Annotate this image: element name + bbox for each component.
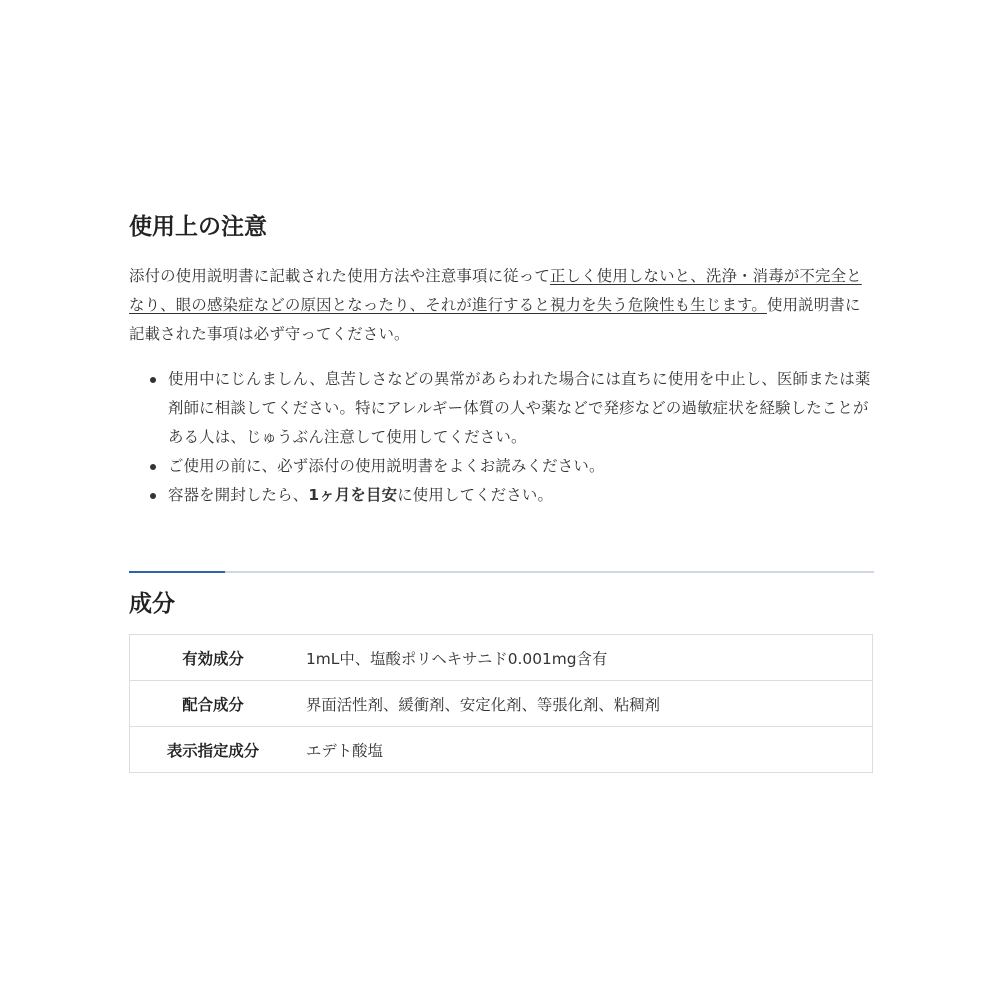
table-row bbox=[130, 635, 873, 681]
table-row bbox=[130, 727, 873, 773]
list-item-text: ご使用の前に、必ず添付の使用説明書をよくお読みください。 bbox=[168, 457, 605, 475]
divider-accent bbox=[129, 571, 225, 573]
intro-text-before: 添付の使用説明書に記載された使用方法や注意事項に従って bbox=[129, 267, 550, 285]
bullet-icon bbox=[150, 377, 156, 383]
intro-text-underlined: 正しく使用しないと、洗浄・消毒が不完全となり、眼の感染症などの原因となったり、それが進行すると視力を失う危険性も生じます。 bbox=[129, 267, 862, 314]
row-label: 有効成分 bbox=[130, 635, 297, 681]
list-item bbox=[129, 365, 874, 452]
ingredients-heading: 成分 bbox=[129, 591, 175, 617]
row-label: 配合成分 bbox=[130, 681, 297, 727]
ingredients-table bbox=[129, 634, 873, 773]
main-content bbox=[129, 210, 874, 773]
list-item bbox=[129, 452, 874, 481]
list-item-text-before: 容器を開封したら、 bbox=[168, 486, 309, 504]
caution-heading: 使用上の注意 bbox=[129, 214, 267, 240]
table-row bbox=[130, 681, 873, 727]
row-value: エデト酸塩 bbox=[296, 727, 873, 773]
bullet-icon bbox=[150, 464, 156, 470]
list-item-text-bold: 1ヶ月を目安 bbox=[308, 486, 398, 504]
list-item-text: 使用中にじんましん、息苦しさなどの異常があらわれた場合には直ちに使用を中止し、医師または薬剤師に相談してください。特にアレルギー体質の人や薬などで発疹などの過敏症状を経験したことがある人は、じゅうぶん注意して使用してください。 bbox=[168, 370, 871, 446]
section-divider bbox=[129, 571, 874, 573]
list-item bbox=[129, 481, 874, 510]
caution-list bbox=[129, 365, 874, 510]
row-value: 1mL中、塩酸ポリヘキサニド0.001mg含有 bbox=[296, 635, 873, 681]
caution-intro bbox=[129, 262, 874, 349]
bullet-icon bbox=[150, 493, 156, 499]
row-value: 界面活性剤、緩衝剤、安定化剤、等張化剤、粘稠剤 bbox=[296, 681, 873, 727]
intro-text-after: 使用説明書に記載された事項は必ず守ってください。 bbox=[129, 296, 861, 343]
list-item-text-after: に使用してください。 bbox=[397, 486, 554, 504]
row-label: 表示指定成分 bbox=[130, 727, 297, 773]
